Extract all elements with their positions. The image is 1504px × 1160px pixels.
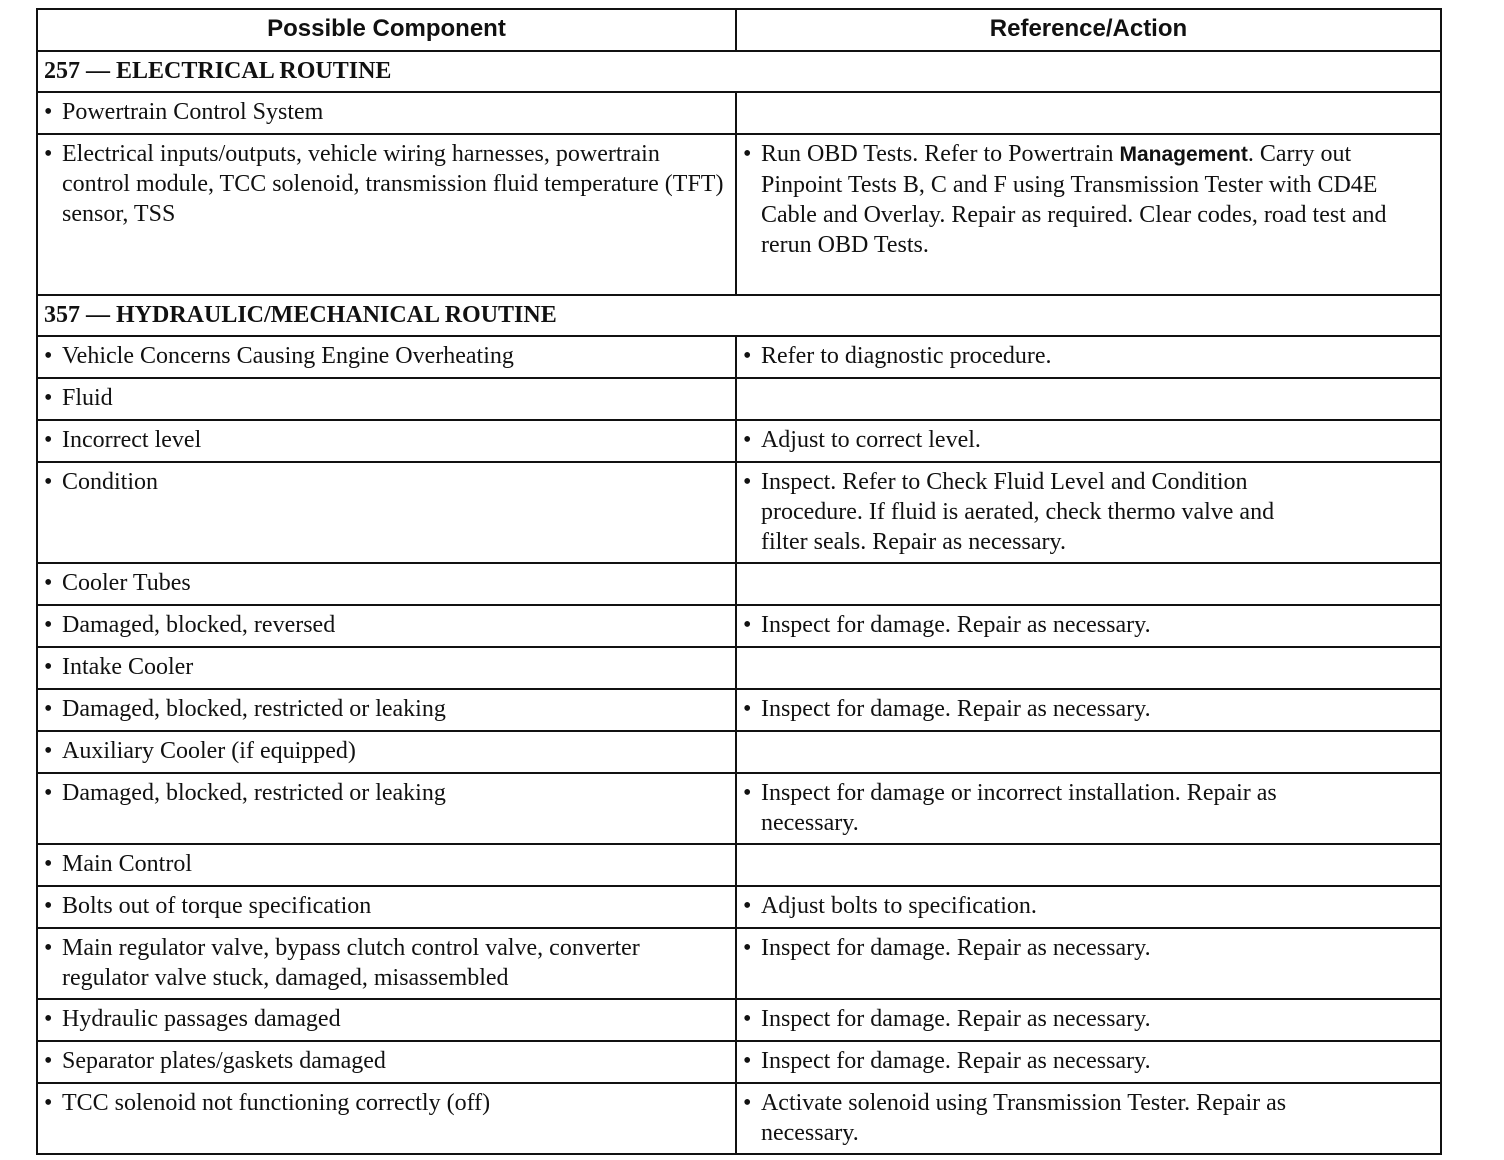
- component-cell: [37, 731, 736, 773]
- table-row: [37, 689, 1441, 731]
- bullet-icon: •: [44, 780, 53, 806]
- bullet-icon: •: [742, 427, 752, 453]
- action-text: Activate solenoid using Transmission Tester. Repair as necessary.: [760, 1090, 1287, 1146]
- section-row-hydraulic: [37, 295, 1441, 336]
- action-text-emphasis: Management: [1119, 143, 1248, 166]
- component-text: Main Control: [62, 851, 192, 877]
- table-row: [37, 731, 1441, 773]
- action-text: [761, 139, 1436, 260]
- table-row: [37, 462, 1441, 563]
- component-text: TCC solenoid not functioning correctly (off): [62, 1090, 491, 1116]
- component-cell: [37, 420, 736, 462]
- action-cell: [736, 134, 1441, 295]
- component-text: Separator plates/gaskets damaged: [62, 1048, 386, 1074]
- table-row: [37, 378, 1441, 420]
- component-text: Fluid: [62, 385, 113, 411]
- header-possible-component: Possible Component: [37, 9, 736, 51]
- action-text: Adjust to correct level.: [760, 427, 981, 453]
- bullet-icon: •: [44, 1006, 53, 1032]
- action-text: Inspect for damage. Repair as necessary.: [760, 1006, 1151, 1032]
- action-cell: [736, 605, 1441, 647]
- component-cell: [37, 1083, 736, 1154]
- component-cell: [37, 886, 736, 928]
- component-text: Powertrain Control System: [62, 99, 324, 125]
- action-text: Refer to diagnostic procedure.: [760, 343, 1052, 369]
- action-cell: [736, 563, 1441, 605]
- action-cell: [736, 886, 1441, 928]
- action-text: Inspect for damage. Repair as necessary.: [760, 935, 1151, 961]
- bullet-icon: •: [44, 343, 53, 369]
- bullet-icon: •: [44, 738, 53, 764]
- bullet-icon: •: [742, 696, 752, 722]
- component-cell: [37, 563, 736, 605]
- action-text: Adjust bolts to specification.: [760, 893, 1037, 919]
- bullet-icon: •: [742, 343, 752, 369]
- bullet-icon: •: [44, 696, 53, 722]
- action-cell: [736, 378, 1441, 420]
- component-cell: [37, 689, 736, 731]
- action-cell: [736, 689, 1441, 731]
- component-cell: [37, 134, 736, 295]
- action-text: Inspect for damage. Repair as necessary.: [760, 1048, 1151, 1074]
- bullet-icon: •: [44, 99, 53, 125]
- bullet-icon: •: [44, 141, 53, 167]
- component-cell: [37, 999, 736, 1041]
- action-cell: [736, 462, 1441, 563]
- action-cell: [736, 647, 1441, 689]
- action-cell: [736, 420, 1441, 462]
- table-row: [37, 1083, 1441, 1154]
- table-row: [37, 134, 1441, 295]
- table-row: [37, 928, 1441, 999]
- action-text: Inspect for damage or incorrect installation. Repair as necessary.: [760, 780, 1277, 836]
- table-row: [37, 563, 1441, 605]
- action-text: Inspect for damage. Repair as necessary.: [760, 696, 1151, 722]
- component-cell: [37, 462, 736, 563]
- bullet-icon: •: [742, 612, 752, 638]
- bullet-icon: •: [44, 612, 53, 638]
- component-cell: [37, 378, 736, 420]
- bullet-icon: •: [742, 1048, 752, 1074]
- bullet-icon: •: [742, 141, 752, 167]
- bullet-icon: •: [44, 469, 53, 495]
- component-text: Cooler Tubes: [62, 570, 191, 596]
- table-row: [37, 999, 1441, 1041]
- action-text-part: . Carry out Pinpoint Tests B, C and F using Transmission Tester with CD4E Cable and Overlay. Repair as required. Clear codes, road test and rerun OBD Tests.: [760, 141, 1387, 258]
- section-title-electrical: 257 — ELECTRICAL ROUTINE: [37, 51, 1441, 92]
- bullet-icon: •: [742, 1006, 752, 1032]
- bullet-icon: •: [44, 570, 53, 596]
- table-row: [37, 92, 1441, 134]
- component-text: Hydraulic passages damaged: [62, 1006, 341, 1032]
- bullet-icon: •: [742, 1090, 752, 1116]
- component-cell: [37, 647, 736, 689]
- bullet-icon: •: [44, 654, 53, 680]
- component-cell: [37, 92, 736, 134]
- bullet-icon: •: [44, 851, 53, 877]
- component-text: Damaged, blocked, restricted or leaking: [62, 780, 446, 806]
- header-row: [37, 9, 1441, 51]
- action-cell: [736, 336, 1441, 378]
- component-text: Damaged, blocked, reversed: [62, 612, 336, 638]
- component-cell: [37, 1041, 736, 1083]
- action-cell: [736, 1083, 1441, 1154]
- section-title-hydraulic: 357 — HYDRAULIC/MECHANICAL ROUTINE: [37, 295, 1441, 336]
- component-cell: [37, 605, 736, 647]
- action-text: Inspect. Refer to Check Fluid Level and Condition procedure. If fluid is aerated, check thermo valve and filter seals. Repair as necessary.: [760, 469, 1275, 555]
- table-row: [37, 844, 1441, 886]
- action-cell: [736, 928, 1441, 999]
- component-text: Incorrect level: [62, 427, 202, 453]
- component-text: Intake Cooler: [62, 654, 194, 680]
- bullet-icon: •: [44, 893, 53, 919]
- bullet-icon: •: [44, 385, 53, 411]
- section-row-electrical: [37, 51, 1441, 92]
- bullet-icon: •: [742, 469, 752, 495]
- diagnostic-table: [36, 8, 1442, 1155]
- action-cell: [736, 1041, 1441, 1083]
- action-cell: [736, 92, 1441, 134]
- component-text: Electrical inputs/outputs, vehicle wiring harnesses, powertrain control module, TCC solenoid, transmission fluid temperature (TFT) sensor, TSS: [62, 141, 724, 227]
- component-text: Main regulator valve, bypass clutch control valve, converter regulator valve stuck, damaged, misassembled: [62, 935, 640, 991]
- component-text: Bolts out of torque specification: [62, 893, 372, 919]
- action-cell: [736, 999, 1441, 1041]
- bullet-icon: •: [44, 1048, 53, 1074]
- component-cell: [37, 928, 736, 999]
- bullet-icon: •: [44, 427, 53, 453]
- table-row: [37, 336, 1441, 378]
- component-text: Damaged, blocked, restricted or leaking: [62, 696, 446, 722]
- component-cell: [37, 844, 736, 886]
- table-row: [37, 1041, 1441, 1083]
- bullet-icon: •: [44, 935, 53, 961]
- header-reference-action: Reference/Action: [736, 9, 1441, 51]
- action-cell: [736, 731, 1441, 773]
- action-cell: [736, 844, 1441, 886]
- action-cell: [736, 773, 1441, 844]
- action-text: Inspect for damage. Repair as necessary.: [760, 612, 1151, 638]
- bullet-icon: •: [742, 935, 752, 961]
- component-text: Vehicle Concerns Causing Engine Overheating: [62, 343, 514, 369]
- bullet-icon: •: [44, 1090, 53, 1116]
- table-row: [37, 886, 1441, 928]
- bullet-icon: •: [742, 893, 752, 919]
- table-row: [37, 773, 1441, 844]
- component-text: Auxiliary Cooler (if equipped): [62, 738, 356, 764]
- component-text: Condition: [62, 469, 159, 495]
- table-row: [37, 647, 1441, 689]
- action-text-part: Run OBD Tests. Refer to Powertrain: [760, 141, 1120, 167]
- table-row: [37, 420, 1441, 462]
- bullet-icon: •: [742, 780, 752, 806]
- component-cell: [37, 336, 736, 378]
- table-row: [37, 605, 1441, 647]
- component-cell: [37, 773, 736, 844]
